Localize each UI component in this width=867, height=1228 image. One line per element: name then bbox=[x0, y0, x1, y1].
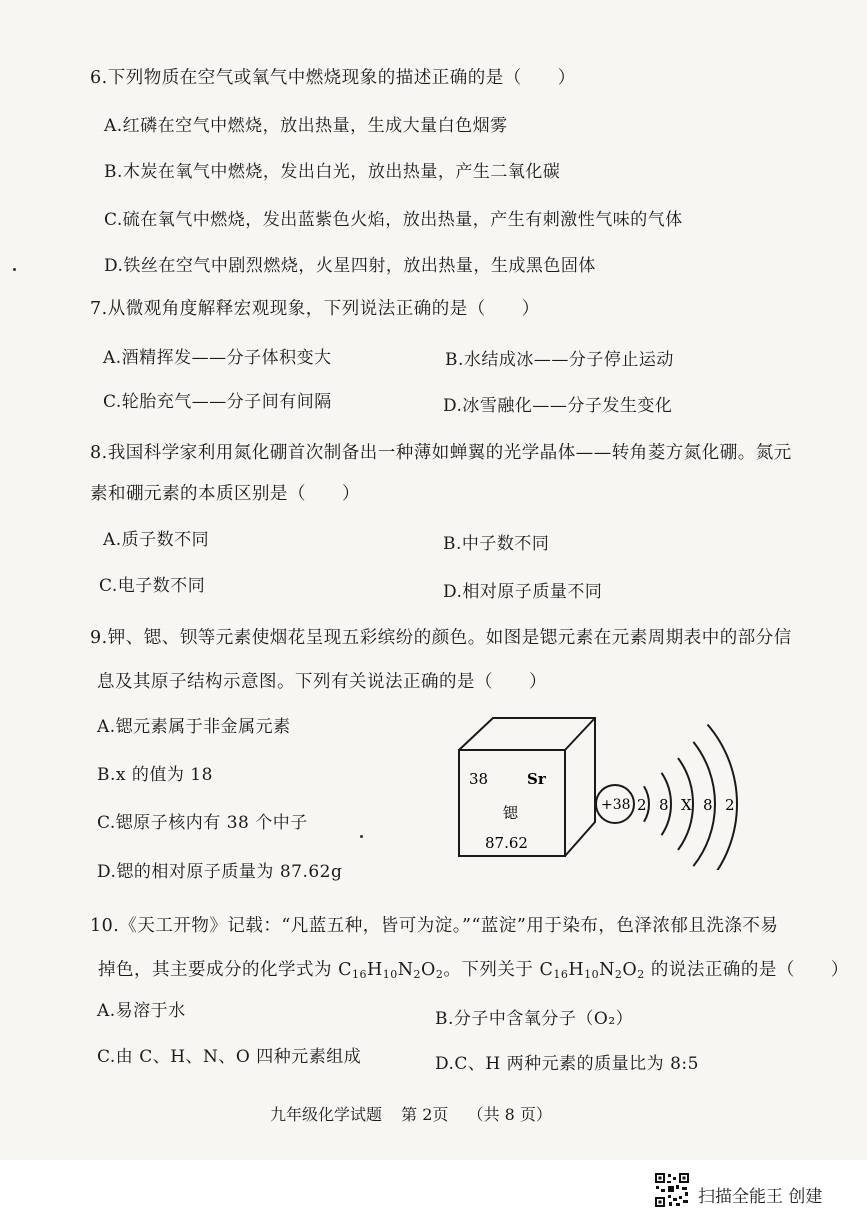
question-9-option-b: B.x 的值为 18 bbox=[97, 765, 213, 785]
question-7-option-a: A.酒精挥发——分子体积变大 bbox=[103, 348, 332, 368]
question-6-option-c: C.硫在氧气中燃烧，发出蓝紫色火焰，放出热量，产生有刺激性气味的气体 bbox=[104, 210, 683, 230]
electron-counts bbox=[637, 796, 735, 814]
speck bbox=[13, 268, 16, 271]
footer-title: 九年级化学试题 bbox=[270, 1105, 383, 1124]
element-symbol: Sr bbox=[527, 770, 546, 788]
question-6-option-a: A.红磷在空气中燃烧，放出热量，生成大量白色烟雾 bbox=[104, 116, 508, 136]
question-8-option-b: B.中子数不同 bbox=[443, 534, 550, 554]
electron-count-label: 2 bbox=[725, 796, 735, 814]
question-9-stem-line2: 息及其原子结构示意图。下列有关说法正确的是（ ） bbox=[97, 672, 547, 692]
speck bbox=[360, 835, 363, 838]
atomic-number: 38 bbox=[469, 770, 489, 788]
question-8-option-a: A.质子数不同 bbox=[103, 530, 210, 550]
question-9-option-c: C.锶原子核内有 38 个中子 bbox=[97, 813, 308, 833]
electron-count-label: 2 bbox=[637, 796, 647, 814]
question-8-option-d: D.相对原子质量不同 bbox=[443, 582, 603, 602]
question-10-option-b: B.分子中含氧分子（O₂） bbox=[435, 1009, 634, 1029]
nucleus-charge: +38 bbox=[601, 797, 631, 813]
question-7-option-d: D.冰雪融化——分子发生变化 bbox=[443, 396, 673, 416]
stem-text: 掉色，其主要成分的化学式为 bbox=[98, 960, 339, 980]
question-7-option-c: C.轮胎充气——分子间有间隔 bbox=[103, 392, 332, 412]
question-10-stem-line2 bbox=[98, 956, 849, 981]
question-10-option-d: D.C、H 两种元素的质量比为 8:5 bbox=[435, 1054, 699, 1074]
qr-code-icon bbox=[654, 1172, 690, 1208]
scanner-brand-text: 扫描全能王 创建 bbox=[698, 1187, 823, 1207]
question-8-option-c: C.电子数不同 bbox=[99, 576, 206, 596]
footer-total: （共 8 页） bbox=[467, 1105, 552, 1124]
atomic-mass: 87.62 bbox=[485, 834, 528, 852]
question-7-option-b: B.水结成冰——分子停止运动 bbox=[445, 350, 674, 370]
question-6-stem: 6.下列物质在空气或氧气中燃烧现象的描述正确的是（ ） bbox=[90, 68, 576, 88]
question-8-stem-line1: 8.我国科学家利用氮化硼首次制备出一种薄如蝉翼的光学晶体——转角菱方氮化硼。氮元 bbox=[90, 443, 792, 463]
stem-text-post: 的说法正确的是（ ） bbox=[644, 960, 849, 980]
strontium-diagram bbox=[455, 700, 775, 870]
question-9-option-d: D.锶的相对原子质量为 87.62g bbox=[97, 862, 343, 882]
question-6-option-b: B.木炭在氧气中燃烧，发出白光，放出热量，产生二氧化碳 bbox=[104, 162, 561, 182]
stem-text-mid: 。下列关于 bbox=[443, 960, 540, 980]
question-10-option-a: A.易溶于水 bbox=[97, 1001, 186, 1021]
question-9-option-a: A.锶元素属于非金属元素 bbox=[97, 717, 291, 737]
question-10-stem-line1: 10.《天工开物》记载：“凡蓝五种，皆可为淀。”“蓝淀”用于染布，色泽浓郁且洗涤不易 bbox=[90, 916, 779, 936]
electron-count-label: 8 bbox=[659, 796, 669, 814]
footer-page: 第 2页 bbox=[401, 1105, 449, 1124]
formula-1: $C_{16}H_{10}N_2O_2$ bbox=[338, 960, 444, 981]
question-10-option-c: C.由 C、H、N、O 四种元素组成 bbox=[97, 1047, 362, 1067]
question-7-stem: 7.从微观角度解释宏观现象，下列说法正确的是（ ） bbox=[90, 299, 540, 319]
formula-2: $C_{16}H_{10}N_2O_2$ bbox=[539, 960, 645, 981]
question-8-stem-line2: 素和硼元素的本质区别是（ ） bbox=[90, 484, 360, 504]
page-footer bbox=[270, 1102, 566, 1125]
electron-count-label: 8 bbox=[703, 796, 713, 814]
question-9-stem-line1: 9.钾、锶、钡等元素使烟花呈现五彩缤纷的颜色。如图是锶元素在元素周期表中的部分信 bbox=[90, 628, 792, 648]
electron-count-label: X bbox=[681, 796, 692, 814]
element-name: 锶 bbox=[503, 804, 519, 822]
question-6-option-d: D.铁丝在空气中剧烈燃烧，火星四射，放出热量，生成黑色固体 bbox=[104, 256, 596, 276]
